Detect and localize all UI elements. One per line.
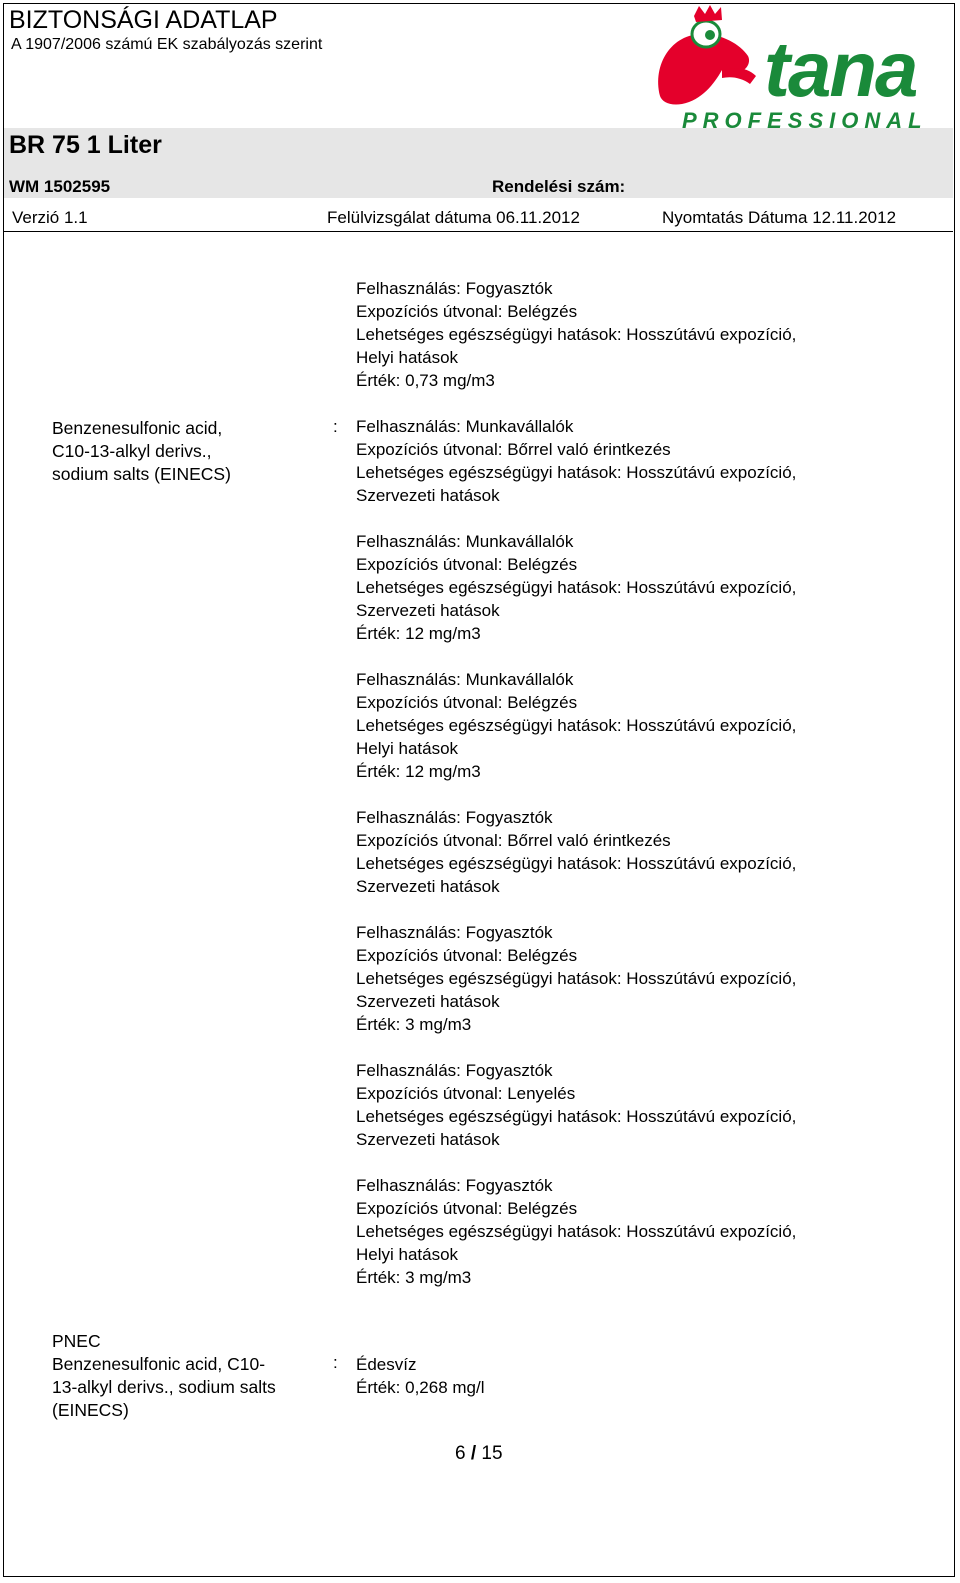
pnec-substance-line: (EINECS)	[52, 1400, 129, 1420]
effect-type-line: Szervezeti hatások	[356, 486, 500, 505]
exposure-route-line: Expozíciós útvonal: Belégzés	[356, 946, 578, 965]
dnel-continuation-block	[356, 277, 796, 392]
wm-number: WM 1502595	[9, 177, 111, 196]
effect-type-line: Helyi hatások	[356, 1245, 459, 1264]
field-colon: :	[333, 1353, 338, 1372]
page-current: 6	[455, 1443, 466, 1464]
usage-line: Felhasználás: Fogyasztók	[356, 923, 553, 942]
page-number	[455, 1443, 503, 1465]
pnec-substance-line: Benzenesulfonic acid, C10-	[52, 1354, 266, 1374]
print-date: Nyomtatás Dátuma 12.11.2012	[662, 208, 897, 227]
exposure-route-line: Expozíciós útvonal: Belégzés	[356, 1199, 578, 1218]
header-divider	[4, 231, 953, 232]
substance-name	[52, 417, 231, 486]
regulation-subtitle: A 1907/2006 számú EK szabályozás szerint	[11, 36, 323, 53]
health-effects-line: Lehetséges egészségügyi hatások: Hosszútávú expozíció,	[356, 969, 797, 988]
value-line: Érték: 0,73 mg/m3	[356, 371, 495, 390]
usage-line: Felhasználás: Munkavállalók	[356, 417, 574, 436]
health-effects-line: Lehetséges egészségügyi hatások: Hosszútávú expozíció,	[356, 1222, 797, 1241]
usage-line: Felhasználás: Munkavállalók	[356, 670, 574, 689]
frog-mascot-icon	[658, 5, 756, 105]
field-colon: :	[333, 417, 338, 436]
value-line: Érték: 12 mg/m3	[356, 624, 481, 643]
effect-type-line: Szervezeti hatások	[356, 877, 500, 896]
usage-line: Felhasználás: Fogyasztók	[356, 1176, 553, 1195]
exposure-route-line: Expozíciós útvonal: Bőrrel való érintkezés	[356, 440, 671, 459]
revision-date: Felülvizsgálat dátuma 06.11.2012	[327, 208, 580, 227]
page-separator: /	[470, 1443, 477, 1464]
exposure-route-line: Expozíciós útvonal: Belégzés	[356, 302, 578, 321]
effect-type-line: Szervezeti hatások	[356, 992, 500, 1011]
effect-type-line: Szervezeti hatások	[356, 601, 500, 620]
pnec-values	[356, 1353, 485, 1399]
value-line: Érték: 3 mg/m3	[356, 1268, 472, 1287]
order-number-label: Rendelési szám:	[492, 177, 626, 196]
substance-name-line: Benzenesulfonic acid,	[52, 418, 223, 438]
exposure-route-line: Expozíciós útvonal: Belégzés	[356, 693, 578, 712]
compartment-line: Édesvíz	[356, 1355, 417, 1374]
dnel-groups	[356, 415, 796, 1289]
exposure-route-line: Expozíciós útvonal: Lenyelés	[356, 1084, 576, 1103]
effect-type-line: Szervezeti hatások	[356, 1130, 500, 1149]
health-effects-line: Lehetséges egészségügyi hatások: Hosszútávú expozíció,	[356, 578, 797, 597]
health-effects-line: Lehetséges egészségügyi hatások: Hosszútávú expozíció,	[356, 325, 797, 344]
exposure-route-line: Expozíciós útvonal: Bőrrel való érintkezés	[356, 831, 671, 850]
value-line: Érték: 0,268 mg/l	[356, 1378, 485, 1397]
pnec-section	[52, 1330, 276, 1422]
effect-type-line: Helyi hatások	[356, 348, 459, 367]
page-total: 15	[481, 1443, 503, 1464]
value-line: Érték: 3 mg/m3	[356, 1015, 472, 1034]
substance-name-line: C10-13-alkyl derivs.,	[52, 441, 212, 461]
pnec-label: PNEC	[52, 1331, 101, 1351]
pnec-substance-line: 13-alkyl derivs., sodium salts	[52, 1377, 276, 1397]
usage-line: Felhasználás: Fogyasztók	[356, 1061, 553, 1080]
exposure-route-line: Expozíciós útvonal: Belégzés	[356, 555, 578, 574]
version: Verzió 1.1	[12, 208, 88, 227]
logo-tagline: PROFESSIONAL	[682, 108, 928, 133]
effect-type-line: Helyi hatások	[356, 739, 459, 758]
product-name: BR 75 1 Liter	[9, 131, 162, 159]
usage-line: Felhasználás: Fogyasztók	[356, 808, 553, 827]
logo-wordmark: tana	[764, 25, 917, 113]
substance-name-line: sodium salts (EINECS)	[52, 464, 231, 484]
health-effects-line: Lehetséges egészségügyi hatások: Hosszútávú expozíció,	[356, 854, 797, 873]
tana-professional-logo	[652, 4, 952, 134]
health-effects-line: Lehetséges egészségügyi hatások: Hosszútávú expozíció,	[356, 1107, 797, 1126]
health-effects-line: Lehetséges egészségügyi hatások: Hosszútávú expozíció,	[356, 716, 797, 735]
usage-line: Felhasználás: Fogyasztók	[356, 279, 553, 298]
usage-line: Felhasználás: Munkavállalók	[356, 532, 574, 551]
document-title: BIZTONSÁGI ADATLAP	[9, 6, 278, 34]
value-line: Érték: 12 mg/m3	[356, 762, 481, 781]
health-effects-line: Lehetséges egészségügyi hatások: Hosszútávú expozíció,	[356, 463, 797, 482]
